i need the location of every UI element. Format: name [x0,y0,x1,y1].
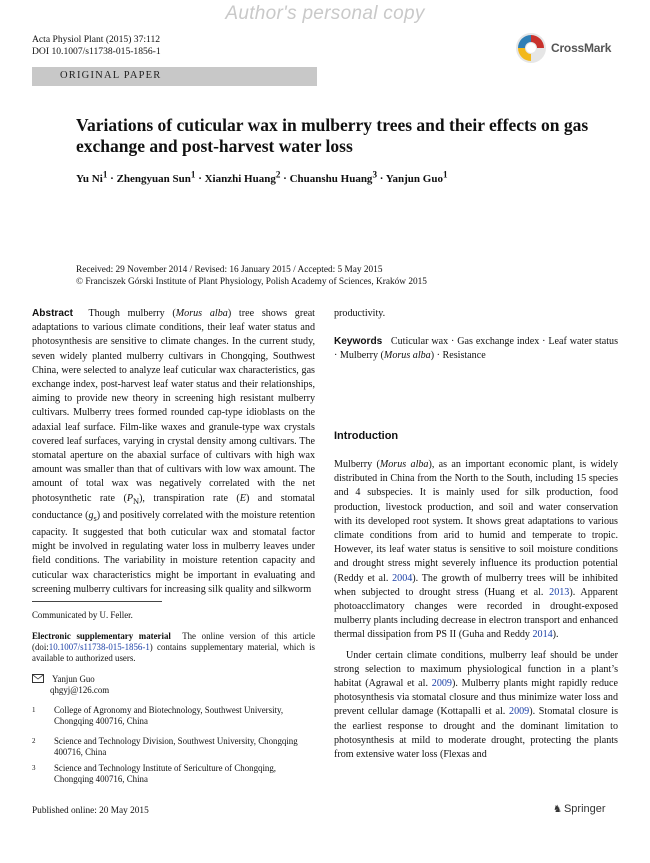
journal-citation: Acta Physiol Plant (2015) 37:112 [32,34,161,45]
communicated-by: Communicated by U. Feller. [32,610,133,620]
author[interactable]: Xianzhi Huang$^2$ [204,169,281,185]
author[interactable]: Zhengyuan Sun$^1$ [116,169,196,185]
author[interactable]: Yanjun Guo$^1$ [385,169,448,185]
watermark: Author's personal copy [225,3,425,24]
paragraph: Under certain climate conditions, mulberry leaf should be under strong selection to maximum physiological function in a plant’s habitat (Agrawal et al. 2009). Mulberry plants might rapidly reduce photosynthesis via stomatal closure and thus minimize water loss and prevent cellular damage (Kottapalli et al. 2009). Stomatal closure is the earliest response to drought and the dominant limitation to photosynthesis at mild to moderate drought, protecting the plants from extensive water loss (Flexas and [334,649,618,761]
corresponding-author: Yanjun Guo qhgyj@126.com [32,674,315,696]
citation-link[interactable]: 2004 [392,572,413,584]
supplementary-note: Electronic supplementary material The online version of this article (doi:10.1007/s11738-015-1856-1) contains supplementary material, which is available to authorized users. [32,631,316,663]
introduction-body [334,458,618,762]
citation-link[interactable]: 2009 [431,678,452,690]
affiliation: 3 Science and Technology Institute of Sericulture of Chongqing, Chongqing 400716, China [32,763,277,784]
author[interactable]: Yu Ni$^1$ [76,169,108,185]
article-title: Variations of cuticular wax in mulberry trees and their effects on gas exchange and post-harvest water loss [76,115,589,156]
envelope-icon [32,674,44,683]
esm-doi-link[interactable]: 10.1007/s11738-015-1856-1 [48,642,150,652]
citation-link[interactable]: 2013 [549,586,570,598]
article-history [76,264,616,288]
crossmark-badge[interactable] [515,31,625,67]
crossmark-label: CrossMark [551,41,612,55]
affiliation: 2 Science and Technology Division, Southwest University, Chongqing 400716, China [32,736,298,757]
abstract: Abstract Though mulberry (Morus alba) tree shows great adaptations to various climate conditions, their leaf water status and photosynthesis are sensitive to climate changes. In the current study, seven widely planted mulberry cultivars in Chongqing, Southwest China, were selected to analyze leaf cuticular wax characteristics, gas exchange index, post-harvest leaf water status and their relationships, aiming to provide new theory in screening high resistant mulberry cultivars. Mulberry trees formed rounded cap-type idioblasts on the adaxial leaf surface. Film-like waxes and granule-type wax crystals covered leaf surfaces, varying in crystal density among cultivars. The stomatal aperture on the abaxial surface of cultivars with high wax amount was smaller than that of cultivars with low wax amount. The amount of total wax was negatively correlated with the net photosynthetic rate $(P_N)$, transpiration rate (E) and stomatal conductance $(g_s)$ and positively correlated with the moisture retention capacity. It suggested that both cuticular wax and stomatal factor might be involved in regulating water loss in mulberry leaves under field conditions. The variability in moisture retention capacity and cuticular wax characteristics might be important in evaluating and screening mulberry cultivars for increasing silk quality and silkworm [32,308,316,595]
published-online: Published online: 20 May 2015 [32,806,149,816]
section-heading-introduction: Introduction [334,430,399,442]
springer-horse-icon: ♞ [553,804,562,815]
author[interactable]: Chuanshu Huang$^3$ [289,169,378,185]
doi: DOI 10.1007/s11738-015-1856-1 [32,46,161,57]
citation-link[interactable]: 2009 [509,706,530,718]
abstract-continuation: productivity. [334,308,386,319]
copyright: © Franciszek Górski Institute of Plant Physiology, Polish Academy of Sciences, Kraków 2015 [76,277,427,287]
keywords: Keywords Cuticular wax · Gas exchange index · Leaf water status · Mulberry (Morus alba) · Resistance [334,336,619,362]
corresponding-email[interactable]: qhgyj@126.com [50,685,110,695]
section-label: ORIGINAL PAPER [60,70,162,81]
author-list: Yu $Ni^1$ · Zhengyuan Sun$^1$ · Xianzhi Huang$^2$ · Chuanshu Huang$^3$ · Yanjun Guo$^1$ [76,169,448,185]
publisher-logo: ♞ Springer [553,803,606,815]
crossmark-icon [515,31,547,65]
footnote-divider [32,601,162,602]
affiliation: 1 College of Agronomy and Biotechnology, Southwest University, Chongqing 400716, China [32,705,284,726]
received-dates: Received: 29 November 2014 / Revised: 16 January 2015 / Accepted: 5 May 2015 [76,265,383,275]
abstract-label: Abstract [32,308,73,319]
section-band [32,67,317,86]
paragraph: Mulberry (Morus alba), as an important economic plant, is widely distributed in China from the North to the South, including 15 species and 4 subspecies. It is mainly used for silk production, food production, livestock production, and soil and water conservation with its developed root system. It shows great adaptations to various climate conditions from arid to humid and temperate to tropic. However, its leaf water status is sensitive to soil moisture conditions and drought stress might severely influence its production potential (Reddy et al. 2004). The growth of mulberry trees will be inhibited when subjected to drought stress (Huang et al. 2013). Apparent photoacclimatory changes were recorded in drought-exposed mulberry plants including decrease in electron transport and enhanced thermal dissipation from PS II (Guha and Reddy 2014). [334,459,618,641]
journal-reference [32,34,161,58]
abstract-continued-and-keywords [334,307,618,364]
citation-link[interactable]: 2014 [532,629,553,641]
